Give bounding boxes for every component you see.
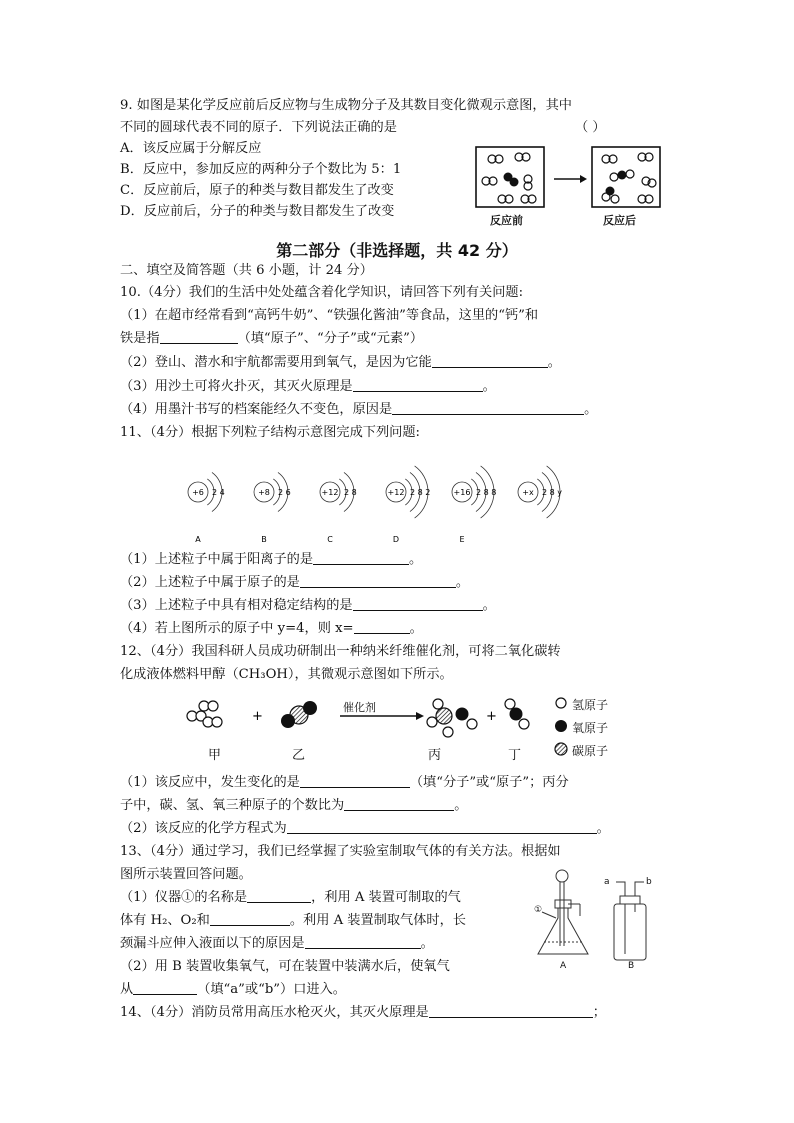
q10-blank-2[interactable] bbox=[432, 354, 548, 368]
q10-part4 bbox=[120, 401, 597, 419]
q9-option-c: C．反应前后，原子的种类与数目都发生了改变 bbox=[120, 183, 394, 198]
electron-counts: 2 8 8 bbox=[476, 488, 497, 497]
period: 。 bbox=[584, 402, 598, 417]
nucleus-charge: +6 bbox=[192, 488, 204, 497]
q12-label-jia: 甲 bbox=[208, 748, 222, 763]
q11-part4-text: （4）若上图所示的原子中 y=4，则 x= bbox=[120, 621, 354, 636]
q12-part1-prefix: （1）该反应中，发生变化的是 bbox=[120, 775, 300, 790]
q11-atom-diagrams bbox=[180, 450, 600, 550]
q13-part1b-suffix: 。利用 A 装置制取气体时，长 bbox=[289, 913, 466, 928]
q13-part2b-prefix: 从 bbox=[120, 982, 134, 997]
atom-structure-E bbox=[452, 466, 496, 544]
nucleus-charge: +12 bbox=[321, 488, 339, 497]
q13-part1c-text: 颈漏斗应伸入液面以下的原因是 bbox=[120, 936, 305, 951]
q12-part2 bbox=[120, 820, 610, 838]
atom-structure-x bbox=[518, 466, 562, 518]
q10-part1-prefix: 铁是指 bbox=[120, 331, 160, 346]
q11-blank-4[interactable] bbox=[354, 620, 410, 634]
q13-part1a-suffix: ，利用 A 装置可制取的气 bbox=[311, 890, 461, 905]
q10-stem: 10.（4分）我们的生活中处处蕴含着化学知识，请回答下列有关问题: bbox=[120, 285, 524, 300]
electron-counts: 2 8 2 bbox=[410, 488, 431, 497]
q14-stem bbox=[120, 1004, 606, 1022]
q10-blank-4[interactable] bbox=[392, 401, 584, 415]
q12-blank-3[interactable] bbox=[287, 820, 597, 834]
q11-blank-3[interactable] bbox=[353, 597, 483, 611]
nucleus-charge: +12 bbox=[387, 488, 405, 497]
q12-blank-1[interactable] bbox=[300, 774, 410, 788]
q9-option-d: D．反应前后，分子的种类与数目都发生了改变 bbox=[120, 204, 395, 219]
q10-part3-text: （3）用沙土可将火扑灭，其灭火原理是 bbox=[120, 379, 353, 394]
q13-part2-line1: （2）用 B 装置收集氧气，可在装置中装满水后，使氧气 bbox=[120, 959, 450, 974]
atom-structure-C bbox=[320, 472, 357, 544]
q12-part1-line1 bbox=[120, 774, 569, 792]
q12-stem-line1: 12、（4分）我国科研人员成功研制出一种纳米纤维催化剂，可将二氧化碳转 bbox=[120, 644, 561, 659]
atom-label: C bbox=[327, 535, 333, 544]
q9-stem-text: 不同的圆球代表不同的原子．下列说法正确的是 bbox=[120, 120, 397, 135]
period: 。 bbox=[409, 552, 423, 567]
q11-stem: 11、（4分）根据下列粒子结构示意图完成下列问题: bbox=[120, 425, 420, 440]
q10-part2-text: （2）登山、潜水和宇航都需要用到氧气，是因为它能 bbox=[120, 355, 432, 370]
q12-part1-suffix: （填“分子”或“原子”；丙分 bbox=[409, 775, 569, 790]
q10-part1-line2 bbox=[120, 330, 423, 348]
atom-label: B bbox=[261, 535, 267, 544]
period: 。 bbox=[482, 379, 496, 394]
q12-blank-2[interactable] bbox=[344, 797, 454, 811]
q12-part2-text: （2）该反应的化学方程式为 bbox=[120, 821, 287, 836]
q12-label-bing: 丙 bbox=[428, 748, 442, 763]
atom-label: D bbox=[392, 535, 400, 544]
q9-answer-paren: （ ） bbox=[575, 120, 606, 135]
q12-label-ding: 丁 bbox=[508, 748, 522, 763]
atom-structure-A bbox=[188, 472, 225, 544]
q9-option-a: A．该反应属于分解反应 bbox=[120, 141, 262, 156]
q9-stem-line2 bbox=[120, 119, 606, 137]
nucleus-charge: +16 bbox=[453, 488, 471, 497]
q13-part1-line2 bbox=[120, 912, 466, 930]
nucleus-charge: +x bbox=[522, 488, 534, 497]
period: 。 bbox=[482, 598, 496, 613]
q12-legend-oxygen: 氧原子 bbox=[572, 721, 609, 735]
q9-label-after: 反应后 bbox=[603, 214, 636, 227]
electron-counts: 2 8 y bbox=[542, 488, 562, 497]
q10-part4-text: （4）用墨汁书写的档案能经久不变色，原因是 bbox=[120, 402, 393, 417]
q10-blank-3[interactable] bbox=[353, 378, 483, 392]
q10-part1-line1: （1）在超市经常看到“高钙牛奶”、“铁强化酱油”等食品，这里的“钙”和 bbox=[120, 308, 539, 323]
q13-part1a-prefix: （1）仪器①的名称是 bbox=[120, 890, 248, 905]
q12-part1-line2 bbox=[120, 797, 467, 815]
nucleus-charge: +8 bbox=[258, 488, 270, 497]
q13-label-apparatus-a: A bbox=[560, 961, 567, 971]
q13-part2-line2 bbox=[120, 981, 346, 999]
electron-counts: 2 6 bbox=[278, 488, 291, 497]
semicolon: ； bbox=[592, 1005, 606, 1020]
svg-text:+: + bbox=[486, 709, 497, 724]
q9-label-before: 反应前 bbox=[490, 214, 523, 227]
q13-blank-3[interactable] bbox=[305, 935, 421, 949]
q11-part2 bbox=[120, 574, 469, 592]
q11-part4 bbox=[120, 620, 423, 638]
period: 。 bbox=[455, 575, 470, 590]
q12-legend-carbon: 碳原子 bbox=[572, 744, 609, 758]
q12-catalyst-label: 催化剂 bbox=[343, 701, 376, 714]
q12-legend-hydrogen: 氢原子 bbox=[572, 698, 609, 712]
q10-blank-1[interactable] bbox=[160, 330, 238, 344]
q9-stem-line1: 9. 如图是某化学反应前后反应物与生成物分子及其数目变化微观示意图，其中 bbox=[120, 98, 572, 113]
q13-part1-line3 bbox=[120, 935, 434, 953]
q13-label-b: b bbox=[646, 877, 652, 887]
period: 。 bbox=[596, 821, 610, 836]
q13-label-circled-1: ① bbox=[534, 905, 543, 915]
q13-blank-1[interactable] bbox=[247, 889, 311, 903]
q11-part1-text: （1）上述粒子中属于阳离子的是 bbox=[120, 552, 314, 567]
q14-blank-1[interactable] bbox=[429, 1004, 593, 1018]
q13-part1-line1 bbox=[120, 889, 461, 907]
q11-blank-1[interactable] bbox=[313, 551, 409, 565]
q11-part2-text: （2）上述粒子中属于原子的是 bbox=[120, 575, 300, 590]
q13-label-a: a bbox=[604, 877, 610, 887]
electron-counts: 2 8 bbox=[344, 488, 357, 497]
q13-part2b-suffix: （填“a”或“b”）口进入。 bbox=[197, 982, 346, 997]
q10-part2 bbox=[120, 354, 561, 372]
electron-counts: 2 4 bbox=[212, 488, 225, 497]
q13-apparatus-diagram bbox=[528, 868, 678, 972]
q11-blank-2[interactable] bbox=[300, 574, 456, 588]
q14-stem-text: 14、（4分）消防员常用高压水枪灭火，其灭火原理是 bbox=[120, 1005, 429, 1020]
q9-option-b: B．反应中，参加反应的两种分子个数比为 5：1 bbox=[120, 162, 402, 177]
atom-label: A bbox=[195, 535, 201, 544]
q13-blank-2[interactable] bbox=[210, 912, 290, 926]
svg-text:+: + bbox=[252, 709, 263, 724]
atom-label: E bbox=[459, 535, 465, 544]
q13-stem-line2: 图所示装置回答问题。 bbox=[120, 867, 252, 882]
period: 。 bbox=[454, 798, 468, 813]
q12-label-yi: 乙 bbox=[292, 748, 306, 763]
q12-part1b-text: 子中，碳、氢、氧三种原子的个数比为 bbox=[120, 798, 345, 813]
q11-part3 bbox=[120, 597, 496, 615]
period: 。 bbox=[547, 355, 561, 370]
q13-label-apparatus-b: B bbox=[628, 961, 635, 971]
q13-blank-4[interactable] bbox=[133, 981, 197, 995]
part2-title: 第二部分（非选择题，共 42 分） bbox=[276, 241, 518, 260]
q10-part3 bbox=[120, 378, 496, 396]
section2-heading: 二、填空及简答题（共 6 小题，计 24 分） bbox=[120, 263, 373, 278]
q11-part1 bbox=[120, 551, 422, 569]
atom-structure-B bbox=[254, 472, 291, 544]
atom-structure-D bbox=[386, 466, 430, 544]
period: 。 bbox=[409, 621, 423, 636]
period: 。 bbox=[420, 936, 434, 951]
q12-stem-line2: 化成液体燃料甲醇（CH₃OH），其微观示意图如下所示。 bbox=[120, 667, 453, 682]
q10-part1-suffix: （填“原子”、“分子”或“元素”） bbox=[237, 331, 424, 346]
q9-reaction-diagram bbox=[472, 143, 672, 213]
q11-part3-text: （3）上述粒子中具有相对稳定结构的是 bbox=[120, 598, 353, 613]
q13-part1b-prefix: 体有 H₂、O₂和 bbox=[120, 913, 210, 928]
q13-stem-line1: 13、（4分）通过学习，我们已经掌握了实验室制取气体的有关方法。根据如 bbox=[120, 844, 561, 859]
